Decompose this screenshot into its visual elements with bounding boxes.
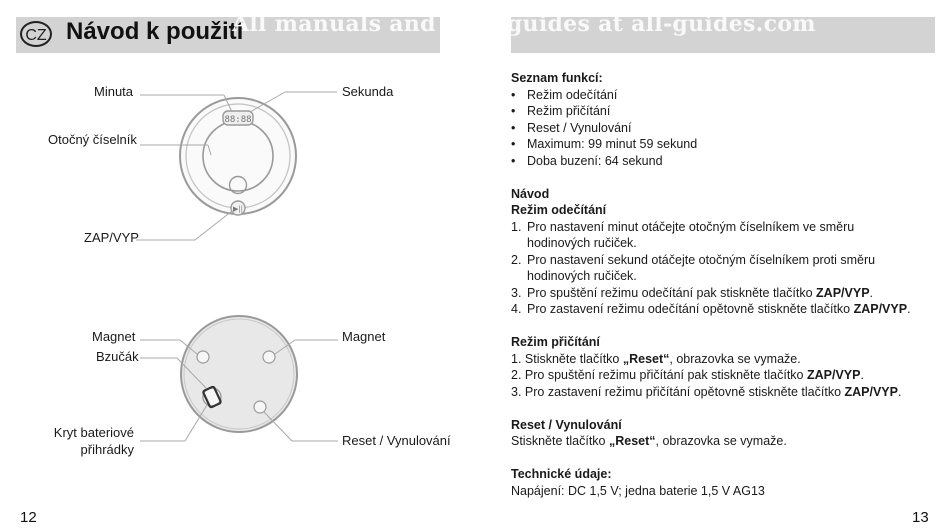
navod-list [511,219,931,318]
label-minuta: Minuta [94,84,134,99]
page-title: Návod k použití [66,18,244,45]
navod-heading: Návod [511,186,550,201]
list-item: 2. Pro nastavení sekund otáčejte otočným číselníkem proti směru hodinových ručiček. [511,252,876,283]
reset-text: Stiskněte tlačítko „Reset“, obrazovka se vymaže. [511,434,787,448]
pricitani-line-2: 2. Pro spuštění režimu přičítání pak stiskněte tlačítko ZAP/VYP. [511,368,864,382]
label-bzucak: Bzučák [96,349,139,364]
technicke-heading: Technické údaje: [511,467,612,481]
funkce-heading: Seznam funkcí: [511,71,603,85]
timer-top-view [180,98,296,215]
list-item: 1. Pro nastavení minut otáčejte otočným číselníkem ve směru hodinových ručiček. [511,219,855,250]
list-item: • Maximum: 99 minut 59 sekund [511,136,931,153]
technicke-text: Napájení: DC 1,5 V; jedna baterie 1,5 V AG13 [511,483,765,498]
instructions-column [511,70,931,499]
page-number-left: 12 [20,509,37,526]
label-kryt-line1: Kryt bateriové [53,425,134,440]
watermark: All manuals and user guides at all-guides.com [232,11,816,37]
list-item: 3. Pro spuštění režimu odečítání pak stiskněte tlačítko ZAP/VYP. [511,285,874,300]
reset-heading: Reset / Vynulování [511,417,622,432]
list-item: • Režim přičítání [511,103,931,120]
navod-subheading: Režim odečítání [511,203,607,217]
list-item: 4. Pro zastavení režimu odečítání opětovně stiskněte tlačítko ZAP/VYP. [511,302,911,316]
list-item: • Režim odečítání [511,87,931,104]
svg-text:88:88: 88:88 [224,115,252,125]
pricitani-line-1: 1. Stiskněte tlačítko „Reset“, obrazovka se vymaže. [511,351,801,366]
funkce-list [511,87,931,170]
label-reset: Reset / Vynulování [342,433,451,448]
pricitani-line-3: 3. Pro zastavení režimu přičítání opětovně stiskněte tlačítko ZAP/VYP. [511,384,902,399]
label-kryt-line2: přihrádky [80,442,134,457]
label-zap-vyp: ZAP/VYP [84,230,139,245]
svg-text:▶||: ▶|| [232,205,244,213]
label-sekunda: Sekunda [342,84,394,99]
pricitani-heading: Režim přičítání [511,335,600,349]
label-magnet-left: Magnet [92,329,136,344]
timer-bottom-view [181,316,297,432]
page-number-right: 13 [912,509,929,526]
label-otocny-ciselnik: Otočný číselník [48,132,137,147]
list-item: • Doba buzení: 64 sekund [511,153,931,170]
list-item: • Reset / Vynulování [511,120,931,137]
label-magnet-right: Magnet [342,329,386,344]
language-badge: CZ [20,21,52,47]
